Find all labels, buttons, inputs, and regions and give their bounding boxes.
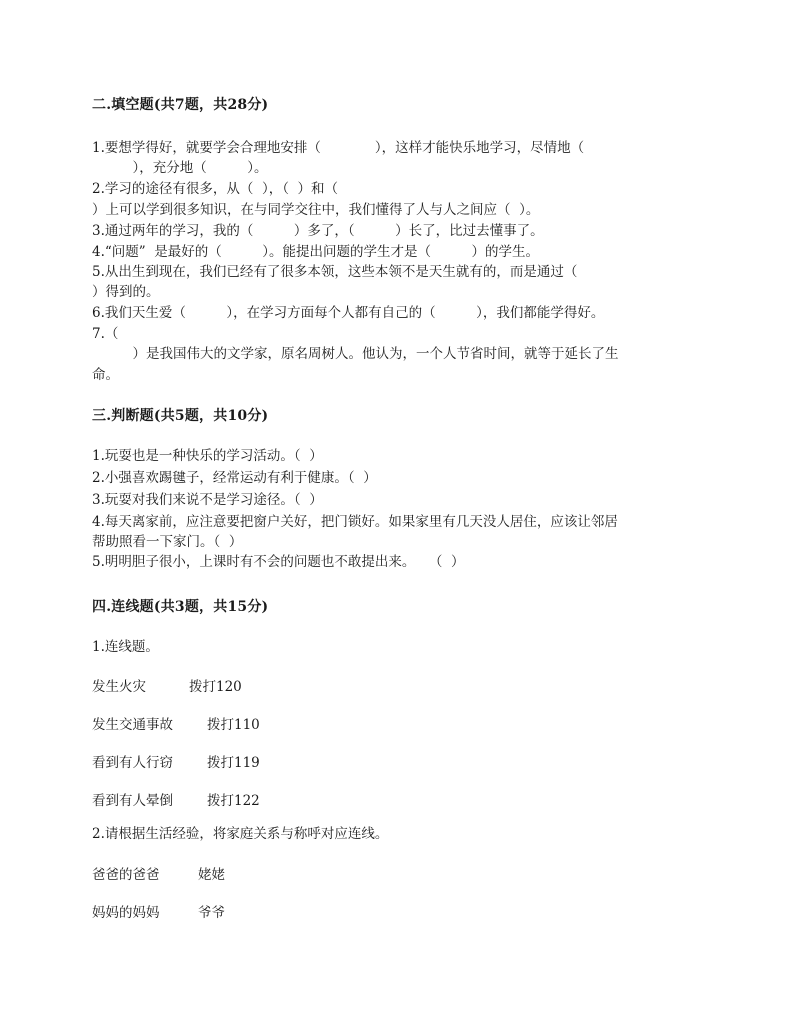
matching-q1-left-3: 看到有人行窃	[92, 755, 173, 771]
fill-blank-q7-line1: 7.（	[92, 326, 119, 342]
judgement-q3: 3.玩耍对我们来说不是学习途径。（ ）	[92, 492, 323, 508]
matching-q1-left-4: 看到有人晕倒	[92, 793, 173, 809]
matching-q1-right-3: 拨打119	[207, 755, 260, 771]
fill-blank-q7-line2: ）是我国伟大的文学家，原名周树人。他认为，一个人节省时间，就等于延长了生	[92, 346, 619, 362]
matching-q1-left-2: 发生交通事故	[92, 717, 173, 733]
fill-blank-q6: 6.我们天生爱（ ），在学习方面每个人都有自己的（ ），我们都能学得好。	[92, 305, 605, 321]
matching-q1-right-2: 拨打110	[207, 717, 260, 733]
matching-q1-left-1: 发生火灾	[92, 679, 146, 695]
matching-q2-prompt: 2.请根据生活经验，将家庭关系与称呼对应连线。	[92, 826, 389, 842]
matching-q1-right-4: 拨打122	[207, 793, 260, 809]
fill-blank-q2-line1: 2.学习的途径有很多，从（ ），（ ）和（	[92, 181, 339, 197]
fill-blank-q5-line2: ）得到的。	[92, 284, 160, 300]
fill-blank-q2-line2: ）上可以学到很多知识，在与同学交往中，我们懂得了人与人之间应（ ）。	[92, 202, 540, 218]
matching-q1-prompt: 1.连线题。	[92, 639, 159, 655]
fill-blank-q1-line1: 1.要想学得好，就要学会合理地安排（ ），这样才能快乐地学习，尽情地（	[92, 140, 585, 156]
matching-q2-right-1: 姥姥	[198, 867, 225, 883]
fill-blank-q1-line2: ），充分地（ ）。	[92, 160, 268, 176]
section-title-judgement: 三.判断题(共5题，共10分)	[92, 408, 269, 424]
judgement-q2: 2.小强喜欢踢毽子，经常运动有利于健康。（ ）	[92, 470, 377, 486]
matching-q2-right-2: 爷爷	[198, 905, 225, 921]
judgement-q4-line1: 4.每天离家前，应注意要把窗户关好，把门锁好。如果家里有几天没人居住，应该让邻居	[92, 514, 618, 530]
fill-blank-q7-line3: 命。	[92, 367, 119, 383]
matching-q1-right-1: 拨打120	[189, 679, 242, 695]
section-title-fill-blank: 二.填空题(共7题，共28分)	[92, 97, 269, 113]
matching-q2-left-1: 爸爸的爸爸	[92, 867, 160, 883]
matching-q2-left-2: 妈妈的妈妈	[92, 905, 160, 921]
judgement-q5: 5.明明胆子很小，上课时有不会的问题也不敢提出来。 （ ）	[92, 554, 465, 570]
judgement-q4-line2: 帮助照看一下家门。（ ）	[92, 534, 243, 550]
section-title-matching: 四.连线题(共3题，共15分)	[92, 599, 269, 615]
fill-blank-q5-line1: 5.从出生到现在，我们已经有了很多本领，这些本领不是天生就有的，而是通过（	[92, 264, 578, 280]
judgement-q1: 1.玩耍也是一种快乐的学习活动。（ ）	[92, 448, 323, 464]
fill-blank-q4: 4.“问题” 是最好的（ ）。能提出问题的学生才是（ ）的学生。	[92, 244, 540, 260]
fill-blank-q3: 3.通过两年的学习，我的（ ）多了，（ ）长了，比过去懂事了。	[92, 223, 544, 239]
